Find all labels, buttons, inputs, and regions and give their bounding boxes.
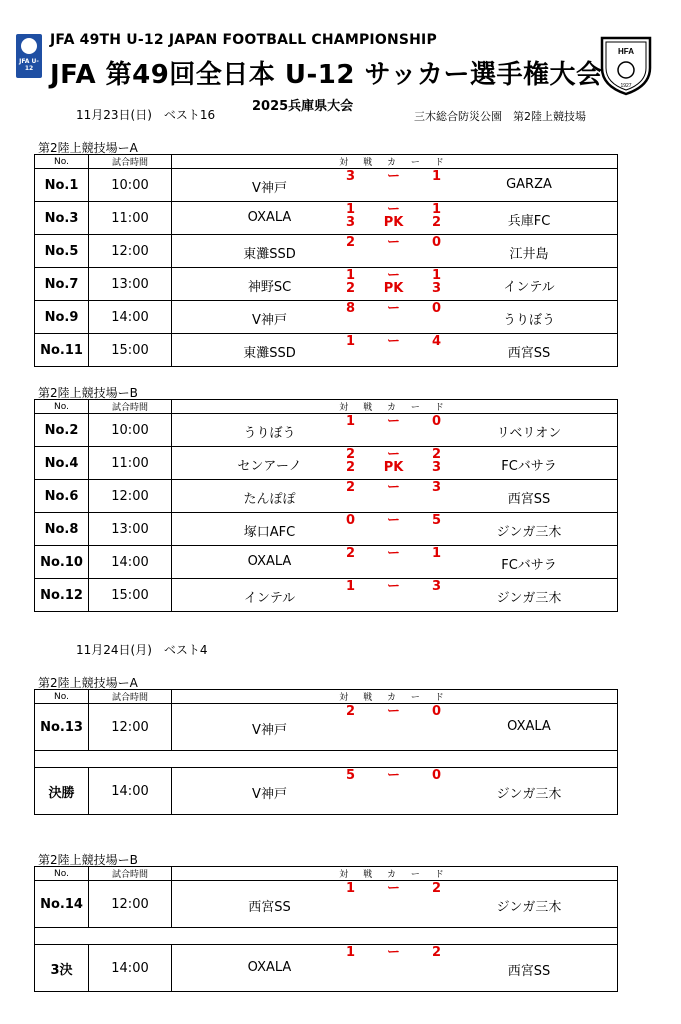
- match-time: 12:00: [89, 235, 172, 268]
- table-header: [35, 400, 618, 414]
- table-row: [35, 414, 618, 447]
- table-row: [35, 945, 618, 992]
- table-row: [35, 447, 618, 480]
- away-score: 0: [431, 704, 441, 719]
- table-row: [35, 768, 618, 815]
- home-team: OXALA: [247, 554, 292, 569]
- home-score: 3: [346, 169, 356, 184]
- match-card: [172, 235, 618, 268]
- away-team: うりぼう: [502, 313, 555, 328]
- home-score: 1: [346, 414, 356, 429]
- match-number: No.10: [35, 546, 89, 579]
- header-no: No.: [35, 400, 89, 414]
- home-score: 1: [346, 268, 356, 283]
- score: [346, 481, 441, 494]
- home-score: 8: [346, 301, 356, 316]
- match-number: No.5: [35, 235, 89, 268]
- score-dash: ー: [386, 268, 400, 283]
- match-time: 10:00: [89, 169, 172, 202]
- home-score: 1: [346, 881, 356, 896]
- match-time: 12:00: [89, 881, 172, 928]
- score-dash: ー: [386, 546, 400, 561]
- match-time: 14:00: [89, 301, 172, 334]
- home-score: 2: [346, 704, 356, 719]
- score: [346, 236, 441, 249]
- score-dash: ー: [386, 480, 400, 495]
- away-score: 2: [431, 881, 441, 896]
- away-score: 0: [431, 301, 441, 316]
- emblem-year: 1927: [620, 83, 632, 89]
- match-card: [172, 768, 618, 815]
- match-time: 13:00: [89, 513, 172, 546]
- table-header: [35, 155, 618, 169]
- home-team: V神戸: [252, 787, 287, 802]
- score-dash: ー: [386, 202, 400, 217]
- match-card: [172, 513, 618, 546]
- table-row: [35, 235, 618, 268]
- home-team: うりぼう: [243, 426, 296, 441]
- score: [346, 514, 441, 527]
- row-spacer: [35, 928, 618, 945]
- score: [346, 335, 441, 348]
- match-number: No.1: [35, 169, 89, 202]
- score-dash: ー: [386, 447, 400, 462]
- home-team: 西宮SS: [248, 900, 291, 915]
- table-row: [35, 202, 618, 235]
- score: [346, 170, 441, 183]
- table-row: [35, 480, 618, 513]
- match-number: No.2: [35, 414, 89, 447]
- score: [346, 882, 441, 895]
- match-card: [172, 301, 618, 334]
- away-team: OXALA: [507, 719, 551, 734]
- table-header: [35, 867, 618, 881]
- match-time: 14:00: [89, 768, 172, 815]
- match-card: [172, 447, 618, 480]
- match-card: [172, 268, 618, 301]
- score: [346, 705, 441, 718]
- away-score: 3: [431, 579, 441, 594]
- home-team: センアーノ: [237, 459, 302, 474]
- home-team: V神戸: [252, 181, 287, 196]
- match-card: [172, 334, 618, 367]
- score: [346, 302, 441, 315]
- header-time: 試合時間: [89, 400, 172, 414]
- match-card: [172, 480, 618, 513]
- away-team: 江井島: [509, 247, 549, 262]
- score: [346, 946, 441, 959]
- away-score: 1: [431, 202, 441, 217]
- away-team: リベリオン: [496, 426, 562, 441]
- away-team: ジンガ三木: [496, 525, 562, 540]
- score: [346, 415, 441, 428]
- match-number: No.9: [35, 301, 89, 334]
- table-row: [35, 546, 618, 579]
- header-time: 試合時間: [89, 155, 172, 169]
- match-number: No.13: [35, 704, 89, 751]
- header-card: 対 戦 カ ー ド: [172, 867, 618, 881]
- sub-title: 2025兵庫県大会: [252, 99, 354, 114]
- away-team: FCバサラ: [501, 459, 557, 474]
- pk-away-score: 3: [431, 281, 441, 296]
- match-time: 14:00: [89, 546, 172, 579]
- home-score: 1: [346, 334, 356, 349]
- table-header: [35, 690, 618, 704]
- home-score: 5: [346, 768, 356, 783]
- home-score: 1: [346, 945, 356, 960]
- day1-date: 11月23日(日) ベスト16: [76, 108, 216, 122]
- match-card: [172, 945, 618, 992]
- away-score: 5: [431, 513, 441, 528]
- score-dash: ー: [386, 169, 400, 184]
- match-number: 決勝: [35, 768, 89, 815]
- home-team: 塚口AFC: [243, 525, 296, 540]
- jfa-logo: [16, 34, 42, 78]
- home-team: V神戸: [252, 313, 287, 328]
- match-table: [34, 689, 618, 815]
- venue: 三木総合防災公園 第2陸上競技場: [414, 110, 586, 123]
- away-score: 0: [431, 235, 441, 250]
- home-team: 東灘SSD: [243, 247, 296, 262]
- match-card: [172, 414, 618, 447]
- hfa-emblem: [598, 34, 654, 96]
- section-label: 第2陸上競技場ーB: [38, 386, 138, 400]
- match-card: [172, 546, 618, 579]
- match-number: No.12: [35, 579, 89, 612]
- match-number: No.8: [35, 513, 89, 546]
- home-score: 1: [346, 202, 356, 217]
- away-team: インテル: [503, 280, 555, 295]
- match-time: 12:00: [89, 704, 172, 751]
- score-dash: ー: [386, 414, 400, 429]
- match-table: [34, 866, 618, 992]
- match-number: No.4: [35, 447, 89, 480]
- pk-home-score: 2: [346, 460, 356, 475]
- match-table: [34, 399, 618, 612]
- match-time: 15:00: [89, 579, 172, 612]
- match-card: [172, 169, 618, 202]
- away-team: ジンガ三木: [496, 591, 562, 606]
- home-team: インテル: [243, 591, 296, 606]
- header-card: 対 戦 カ ー ド: [172, 155, 618, 169]
- match-time: 15:00: [89, 334, 172, 367]
- away-score: 1: [431, 169, 441, 184]
- pk-label: PK: [383, 215, 404, 230]
- match-time: 12:00: [89, 480, 172, 513]
- match-card: [172, 202, 618, 235]
- pk-away-score: 3: [431, 460, 441, 475]
- day2-date: 11月24日(月) ベスト4: [76, 643, 208, 657]
- score: [346, 547, 441, 560]
- score-dash: ー: [386, 334, 400, 349]
- pk-home-score: 2: [346, 281, 356, 296]
- match-number: 3決: [35, 945, 89, 992]
- score: [346, 769, 441, 782]
- header-card: 対 戦 カ ー ド: [172, 690, 618, 704]
- table-row: [35, 169, 618, 202]
- home-team: たんぽぽ: [243, 492, 296, 507]
- away-team: FCバサラ: [501, 558, 557, 573]
- pk-away-score: 2: [431, 215, 441, 230]
- match-time: 11:00: [89, 447, 172, 480]
- away-score: 1: [431, 268, 441, 283]
- score-dash: ー: [386, 704, 400, 719]
- score-dash: ー: [386, 768, 400, 783]
- table-row: [35, 268, 618, 301]
- jfa-logo-text: JFA U-12: [19, 58, 39, 72]
- match-number: No.14: [35, 881, 89, 928]
- home-score: 2: [346, 235, 356, 250]
- match-time: 13:00: [89, 268, 172, 301]
- japanese-title: JFA 第49回全日本 U-12 サッカー選手権大会: [50, 60, 603, 90]
- match-number: No.11: [35, 334, 89, 367]
- home-team: V神戸: [252, 723, 287, 738]
- away-score: 3: [431, 480, 441, 495]
- home-team: 神野SC: [247, 280, 292, 295]
- pk-label: PK: [383, 281, 404, 296]
- soccer-ball-icon: [21, 38, 37, 54]
- match-table: [34, 154, 618, 367]
- header-time: 試合時間: [89, 867, 172, 881]
- away-score: 0: [431, 768, 441, 783]
- home-score: 0: [346, 513, 356, 528]
- score-dash: ー: [386, 579, 400, 594]
- english-title: JFA 49TH U-12 JAPAN FOOTBALL CHAMPIONSHIP: [50, 32, 437, 48]
- row-spacer: [35, 751, 618, 768]
- match-time: 10:00: [89, 414, 172, 447]
- away-team: 西宮SS: [507, 346, 551, 361]
- table-row: [35, 513, 618, 546]
- table-row: [35, 301, 618, 334]
- away-score: 1: [431, 546, 441, 561]
- match-card: [172, 579, 618, 612]
- away-score: 2: [431, 945, 441, 960]
- header-no: No.: [35, 867, 89, 881]
- home-score: 2: [346, 480, 356, 495]
- away-team: ジンガ三木: [496, 787, 562, 802]
- home-team: 東灘SSD: [243, 346, 296, 361]
- table-row: [35, 579, 618, 612]
- score-dash: ー: [386, 945, 400, 960]
- home-score: 1: [346, 579, 356, 594]
- section-label: 第2陸上競技場ーB: [38, 853, 138, 867]
- score: [346, 203, 441, 229]
- away-team: 兵庫FC: [507, 214, 551, 229]
- score-dash: ー: [386, 235, 400, 250]
- away-team: GARZA: [506, 177, 552, 192]
- section-label: 第2陸上競技場ーA: [38, 141, 138, 155]
- score: [346, 448, 441, 474]
- away-team: 西宮SS: [507, 492, 551, 507]
- table-row: [35, 334, 618, 367]
- score-dash: ー: [386, 513, 400, 528]
- match-number: No.6: [35, 480, 89, 513]
- home-score: 2: [346, 447, 356, 462]
- section-label: 第2陸上競技場ーA: [38, 676, 138, 690]
- score: [346, 580, 441, 593]
- away-team: 西宮SS: [507, 964, 551, 979]
- away-team: ジンガ三木: [496, 900, 562, 915]
- home-team: OXALA: [247, 960, 292, 975]
- match-number: No.7: [35, 268, 89, 301]
- pk-label: PK: [383, 460, 404, 475]
- table-row: [35, 881, 618, 928]
- match-card: [172, 881, 618, 928]
- match-card: [172, 704, 618, 751]
- emblem-text: HFA: [618, 47, 634, 56]
- match-time: 11:00: [89, 202, 172, 235]
- pk-home-score: 3: [346, 215, 356, 230]
- home-team: OXALA: [247, 210, 292, 225]
- match-time: 14:00: [89, 945, 172, 992]
- away-score: 0: [431, 414, 441, 429]
- header-card: 対 戦 カ ー ド: [172, 400, 618, 414]
- away-score: 4: [431, 334, 441, 349]
- score: [346, 269, 441, 295]
- score-dash: ー: [386, 301, 400, 316]
- match-number: No.3: [35, 202, 89, 235]
- score-dash: ー: [386, 881, 400, 896]
- header-no: No.: [35, 155, 89, 169]
- header-no: No.: [35, 690, 89, 704]
- away-score: 2: [431, 447, 441, 462]
- header-time: 試合時間: [89, 690, 172, 704]
- home-score: 2: [346, 546, 356, 561]
- table-row: [35, 704, 618, 751]
